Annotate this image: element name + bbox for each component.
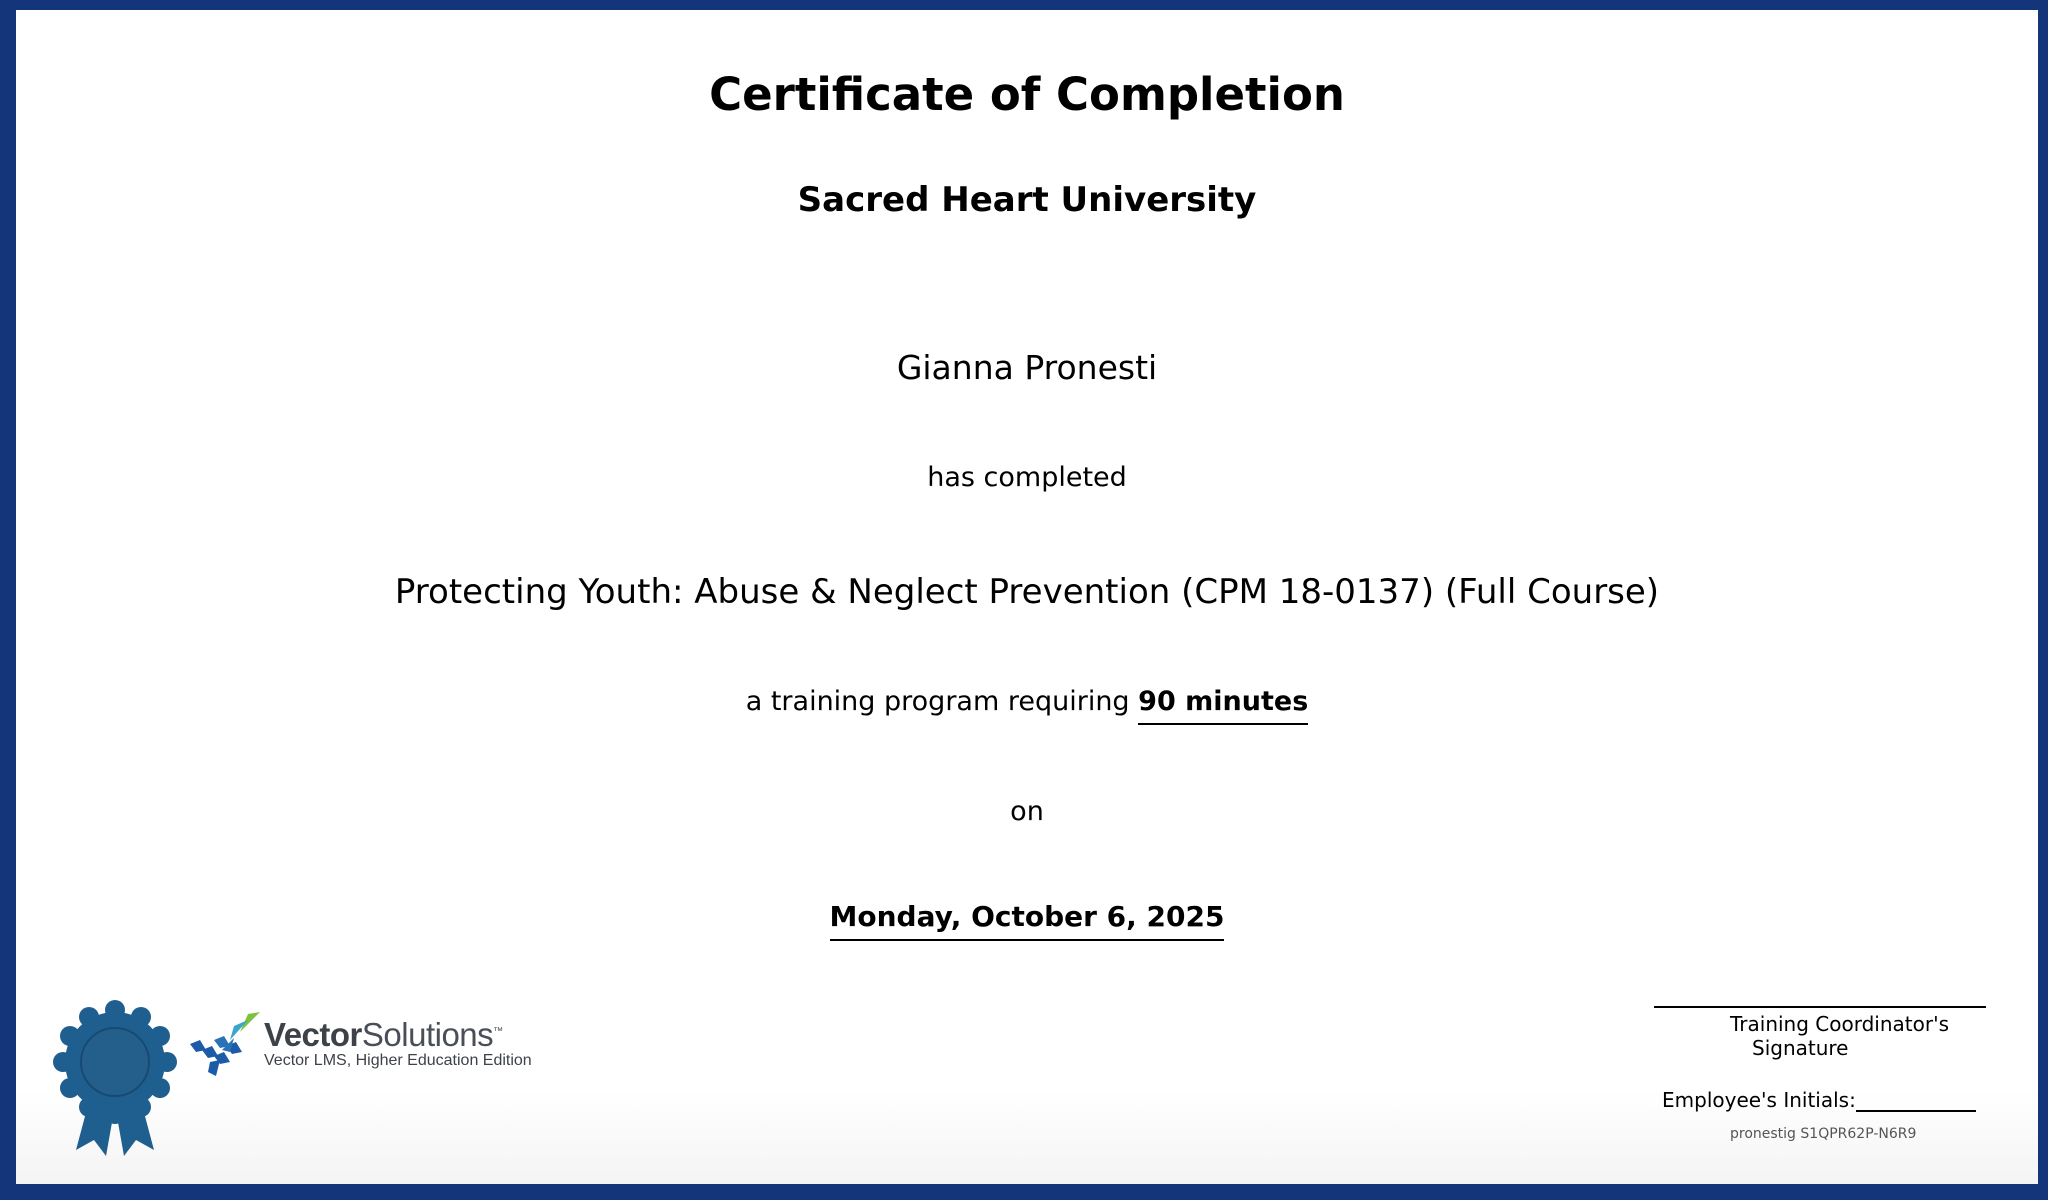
certificate xyxy=(16,10,2038,1184)
logo-trademark: ™ xyxy=(493,1026,503,1037)
initials-label: Employee's Initials: xyxy=(1662,1088,1856,1112)
signature-line xyxy=(1654,1006,1986,1008)
course-name: Protecting Youth: Abuse & Neglect Prevention (CPM 18-0137) (Full Course) xyxy=(394,572,1660,612)
vector-solutions-logo xyxy=(186,1010,556,1090)
requirement-prefix: a training program requiring xyxy=(745,686,1130,717)
signature-label-line2: Signature xyxy=(1752,1036,1849,1060)
signature-label xyxy=(1730,1012,1970,1060)
logo-brand xyxy=(264,1016,532,1054)
signature-block xyxy=(1654,1006,1986,1142)
on-text: on xyxy=(1010,796,1044,827)
certificate-title: Certificate of Completion xyxy=(709,68,1345,121)
logo-brand-bold: Vector xyxy=(264,1016,362,1053)
organization-name: Sacred Heart University xyxy=(797,180,1257,220)
course-duration: 90 minutes xyxy=(1138,686,1308,725)
initials-blank xyxy=(1856,1090,1976,1112)
initials-row xyxy=(1662,1088,1986,1112)
completion-date-wrap xyxy=(16,900,2038,933)
signature-label-line1: Training Coordinator's xyxy=(1730,1012,1949,1036)
requirement-line xyxy=(16,686,2038,717)
certificate-id: pronestig S1QPR62P-N6R9 xyxy=(1730,1126,1917,1142)
recipient-name: Gianna Pronesti xyxy=(896,348,1158,387)
completed-text: has completed xyxy=(927,462,1127,493)
logo-brand-light: Solutions xyxy=(361,1016,494,1053)
vector-solutions-mark-icon xyxy=(186,1010,266,1082)
award-ribbon-icon xyxy=(50,1000,180,1160)
logo-subtitle: Vector LMS, Higher Education Edition xyxy=(264,1052,532,1069)
completion-date: Monday, October 6, 2025 xyxy=(830,900,1225,941)
